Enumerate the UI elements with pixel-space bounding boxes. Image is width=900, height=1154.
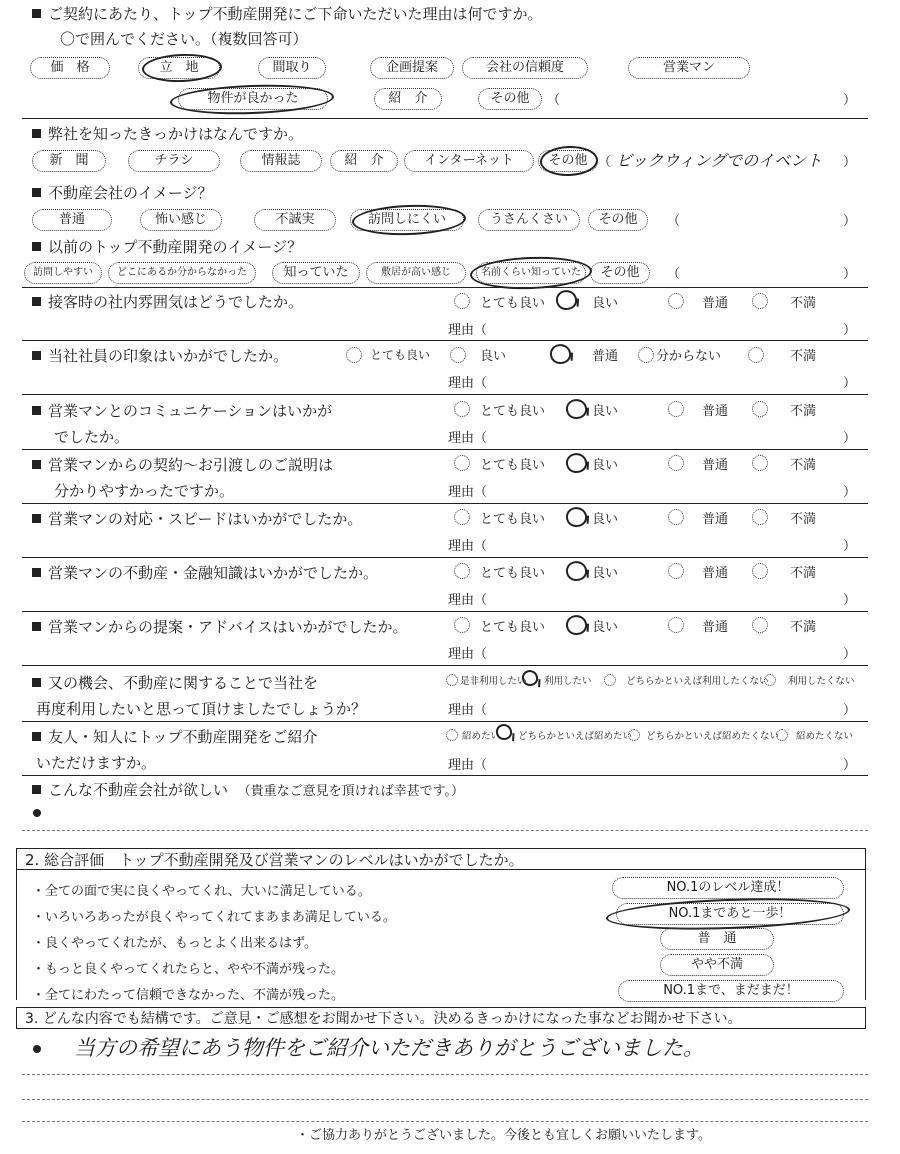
label-very-good: とても良い (480, 620, 546, 635)
q-atmosphere-text: 接客時の社内雰囲気はどうでしたか。 (48, 293, 304, 311)
q-discovery (32, 125, 303, 143)
radio-very-good[interactable] (346, 347, 362, 363)
q-staff-text: 当社社員の印象はいかがでしたか。 (48, 347, 289, 365)
dashed-line (22, 1121, 868, 1122)
q-advice (32, 618, 408, 636)
q-explanation (32, 456, 333, 474)
divider (22, 721, 868, 722)
handwritten-comment: 当方の希望にあう物件をご紹介いただきありがとうございました。 (74, 1036, 704, 1060)
opt-knew-name[interactable]: 名前くらい知っていた (476, 262, 586, 284)
bullet (33, 809, 41, 817)
overall-opt-4[interactable]: やや不満 (660, 954, 774, 976)
radio-normal[interactable] (668, 617, 684, 633)
overall-row-2: ・いろいろあったが良くやってくれてまあまあ満足している。 (32, 910, 396, 925)
radio-rather-not-recommend[interactable] (628, 729, 640, 741)
divider (22, 118, 868, 119)
label-dissatisfied: 不満 (790, 404, 817, 419)
radio-dissatisfied[interactable] (752, 617, 768, 633)
radio-dissatisfied[interactable] (752, 509, 768, 525)
q-image (32, 184, 213, 202)
label-normal: 普通 (702, 296, 729, 311)
dashed-line (22, 830, 868, 831)
label-rather-not-use: どちらかといえば利用したくない (626, 676, 769, 687)
q-discovery-text: 弊社を知ったきっかけはなんですか。 (48, 125, 304, 143)
label-recommend: 紹めたい (462, 731, 501, 742)
opt-internet[interactable]: インターネット (404, 150, 534, 172)
q-reuse (32, 674, 318, 692)
q-communication-text: 営業マンとのコミュニケーションはいかが (48, 402, 333, 420)
opt-salesman[interactable]: 営業マン (628, 57, 750, 79)
radio-rather-not-use[interactable] (604, 674, 616, 686)
q-recommend-text: 友人・知人にトップ不動産開発をご紹介 (48, 728, 318, 746)
opt-planning[interactable]: 企画提案 (370, 57, 454, 79)
q-speed (32, 510, 362, 528)
paren-close: ） (843, 93, 857, 108)
label-good: 良い (592, 404, 619, 419)
label-dissatisfied: 不満 (790, 458, 817, 473)
opt-newspaper[interactable]: 新 聞 (32, 150, 106, 172)
label-dissatisfied: 不満 (790, 620, 817, 635)
check-mark (564, 559, 589, 583)
label-definitely-use: 是非利用したい (460, 676, 527, 687)
q-prev-image (32, 238, 302, 256)
paren-close: ） (843, 758, 857, 773)
paren-open: （ (667, 267, 681, 282)
opt-referral-1[interactable]: 紹 介 (374, 88, 442, 110)
radio-not-recommend[interactable] (776, 729, 788, 741)
q-communication-text-2: でしたか。 (54, 428, 130, 446)
radio-dissatisfied[interactable] (748, 347, 764, 363)
reason-label: 理由（ (448, 323, 488, 338)
opt-other-4[interactable]: その他 (590, 262, 650, 284)
radio-unknown[interactable] (638, 347, 654, 363)
radio-very-good[interactable] (454, 293, 470, 309)
paren-close: ） (843, 214, 857, 229)
label-good: 良い (592, 512, 619, 527)
selection-mark-other-2 (539, 145, 598, 177)
frame-left (16, 870, 17, 1000)
label-normal: 普通 (702, 620, 729, 635)
paren-close: ） (843, 593, 857, 608)
divider (22, 611, 868, 612)
divider (22, 503, 868, 504)
opt-good-property[interactable]: 物件が良かった (178, 88, 328, 110)
footer-thanks: ・ご協力ありがとうございました。今後とも宜しくお願いいたします。 (296, 1128, 711, 1143)
opt-flyer[interactable]: チラシ (128, 150, 220, 172)
q-recommend (32, 728, 318, 746)
opt-trust[interactable]: 会社の信頼度 (462, 57, 588, 79)
handwritten-other-note: ビックウィングでのイベント (616, 151, 823, 170)
q-reason-text: ご契約にあたり、トップ不動産開発にご下命いただいた理由は何ですか。 (48, 5, 543, 23)
radio-normal[interactable] (668, 455, 684, 471)
overall-opt-2[interactable]: NO.1まであと一歩！ (616, 903, 844, 925)
label-normal: 普通 (592, 349, 619, 364)
divider (22, 287, 868, 288)
selection-mark-knew-name (469, 255, 592, 291)
q-wish-text: こんな不動産会社が欲しい (48, 781, 229, 799)
section-overall-title: 2. 総合評価 トップ不動産開発及び営業マンのレベルはいかがでしたか。 (16, 848, 866, 870)
q-explanation-text-2: 分かりやすかったですか。 (54, 482, 235, 500)
divider (22, 449, 868, 450)
q-recommend-text-2: いただけますか。 (36, 754, 157, 772)
label-not-use: 利用したくない (788, 676, 855, 687)
dashed-line (22, 1074, 868, 1075)
radio-very-good[interactable] (454, 617, 470, 633)
radio-recommend[interactable] (446, 729, 458, 741)
label-dissatisfied: 不満 (790, 349, 817, 364)
frame-right (865, 870, 866, 1000)
q-reason-instruction: 〇で囲んでください。（複数回答可） (60, 30, 308, 48)
radio-normal[interactable] (668, 509, 684, 525)
paren-open: （ (598, 155, 612, 170)
q-reuse-text: 又の機会、不動産に関することで当社を (48, 674, 319, 692)
divider (22, 775, 868, 776)
label-rather-recommend: どちらかといえば紹めたい (518, 731, 633, 742)
radio-definitely-use[interactable] (446, 674, 458, 686)
opt-location[interactable]: 立 地 (138, 57, 220, 79)
overall-opt-3[interactable]: 普 通 (660, 928, 774, 950)
opt-magazine[interactable]: 情報誌 (240, 150, 322, 172)
overall-row-1: ・全ての面で実に良くやってくれ、大いに満足している。 (32, 884, 371, 899)
radio-dissatisfied[interactable] (752, 455, 768, 471)
opt-other-2[interactable]: その他 (538, 150, 598, 172)
label-good: 良い (592, 620, 619, 635)
opt-referral-2[interactable]: 紹 介 (330, 150, 398, 172)
label-normal: 普通 (702, 566, 729, 581)
opt-floorplan[interactable]: 間取り (258, 57, 326, 79)
q-knowledge (32, 564, 378, 582)
paren-close: ） (843, 703, 857, 718)
radio-very-good[interactable] (454, 563, 470, 579)
opt-hard-to-visit[interactable]: 訪問しにくい (350, 209, 464, 231)
reason-label: 理由（ (448, 431, 488, 446)
label-very-good: とても良い (480, 512, 546, 527)
radio-dissatisfied[interactable] (752, 401, 768, 417)
q-prev-image-text: 以前のトップ不動産開発のイメージ？ (48, 238, 303, 256)
opt-suspicious[interactable]: うさんくさい (478, 209, 580, 231)
paren-close: ） (843, 647, 857, 662)
divider (22, 340, 868, 341)
q-communication (32, 402, 332, 420)
label-not-recommend: 紹めたくない (796, 731, 854, 742)
paren-close: ） (843, 485, 857, 500)
opt-scary[interactable]: 怖い感じ (140, 209, 222, 231)
label-very-good: とても良い (480, 296, 546, 311)
radio-very-good[interactable] (454, 509, 470, 525)
check-mark (564, 613, 589, 637)
reason-label: 理由（ (448, 758, 488, 773)
q-speed-text: 営業マンの対応・スピードはいかがでしたか。 (48, 510, 363, 528)
label-normal: 普通 (702, 404, 729, 419)
label-very-good: とても良い (480, 458, 546, 473)
check-mark (564, 505, 589, 529)
q-atmosphere (32, 293, 303, 311)
radio-very-good[interactable] (454, 455, 470, 471)
paren-close: ） (843, 155, 857, 170)
q-knowledge-text: 営業マンの不動産・金融知識はいかがでしたか。 (48, 564, 379, 582)
paren-open: （ (667, 214, 681, 229)
section-comments-title: 3. どんな内容でも結構です。ご意見・ご感想をお聞かせ下さい。決めるきっかけになった事などお聞かせ下さい。 (16, 1007, 866, 1029)
paren-open: （ (547, 93, 561, 108)
label-unknown: 分からない (656, 349, 722, 364)
reason-label: 理由（ (448, 703, 488, 718)
divider (22, 665, 868, 666)
label-good: 良い (592, 296, 619, 311)
label-normal: 普通 (702, 458, 729, 473)
opt-unknown-location[interactable]: どこにあるか分からなかった (108, 262, 256, 284)
check-mark (564, 397, 589, 421)
opt-price[interactable]: 価 格 (30, 57, 110, 79)
overall-row-5: ・全てにわたって信頼できなかった、不満が残った。 (32, 988, 345, 1003)
divider (22, 557, 868, 558)
overall-opt-5[interactable]: NO.1まで、まだまだ！ (618, 980, 844, 1002)
radio-not-use[interactable] (764, 674, 776, 686)
label-dissatisfied: 不満 (790, 566, 817, 581)
check-mark (548, 342, 573, 366)
check-mark (564, 451, 589, 475)
label-use: 利用したい (544, 676, 592, 687)
label-very-good: とても良い (370, 348, 431, 362)
opt-high-threshold[interactable]: 敷居が高い感じ (366, 262, 466, 284)
label-rather-not-recommend: どちらかといえば紹めたくない (646, 731, 780, 742)
opt-other-3[interactable]: その他 (588, 209, 648, 231)
reason-label: 理由（ (448, 593, 488, 608)
label-very-good: とても良い (480, 566, 546, 581)
reason-label: 理由（ (448, 539, 488, 554)
label-good: 良い (592, 566, 619, 581)
label-good: 良い (592, 458, 619, 473)
divider (22, 394, 868, 395)
radio-normal[interactable] (668, 401, 684, 417)
opt-other-1[interactable]: その他 (478, 88, 542, 110)
q-explanation-text: 営業マンからの契約～お引渡しのご説明は (48, 456, 334, 474)
radio-dissatisfied[interactable] (752, 563, 768, 579)
overall-row-3: ・良くやってくれたが、もっとよく出来るはず。 (32, 936, 317, 951)
opt-normal[interactable]: 普通 (32, 209, 112, 231)
bullet (33, 1045, 41, 1053)
q-image-text: 不動産会社のイメージ？ (48, 184, 213, 202)
radio-normal[interactable] (668, 293, 684, 309)
radio-normal[interactable] (668, 563, 684, 579)
radio-good[interactable] (450, 347, 466, 363)
label-dissatisfied: 不満 (790, 296, 817, 311)
opt-insincere[interactable]: 不誠実 (254, 209, 336, 231)
q-advice-text: 営業マンからの提案・アドバイスはいかがでしたか。 (48, 618, 408, 636)
overall-row-4: ・もっと良くやってくれたらと、やや不満が残った。 (32, 962, 345, 977)
reason-label: 理由（ (448, 376, 488, 391)
q-staff (32, 347, 288, 365)
q-reason (32, 5, 543, 23)
q-reuse-text-2: 再度利用したいと思って頂けましたでしょうか？ (36, 700, 367, 718)
paren-close: ） (843, 431, 857, 446)
dashed-line (22, 1099, 868, 1100)
q-wish (32, 781, 464, 801)
radio-dissatisfied[interactable] (752, 293, 768, 309)
paren-close: ） (843, 323, 857, 338)
opt-easy-visit[interactable]: 訪問しやすい (24, 262, 102, 284)
q-wish-sub: （貴重なご意見を頂ければ幸甚です。） (237, 784, 465, 799)
label-normal: 普通 (702, 512, 729, 527)
radio-very-good[interactable] (454, 401, 470, 417)
check-mark (554, 288, 579, 312)
opt-knew[interactable]: 知っていた (272, 262, 360, 284)
paren-close: ） (843, 267, 857, 282)
overall-opt-1[interactable]: NO.1のレベル達成！ (612, 877, 844, 899)
paren-close: ） (843, 539, 857, 554)
paren-close: ） (843, 376, 857, 391)
reason-label: 理由（ (448, 647, 488, 662)
label-very-good: とても良い (480, 404, 546, 419)
reason-label: 理由（ (448, 485, 488, 500)
label-good: 良い (480, 349, 507, 364)
label-dissatisfied: 不満 (790, 512, 817, 527)
